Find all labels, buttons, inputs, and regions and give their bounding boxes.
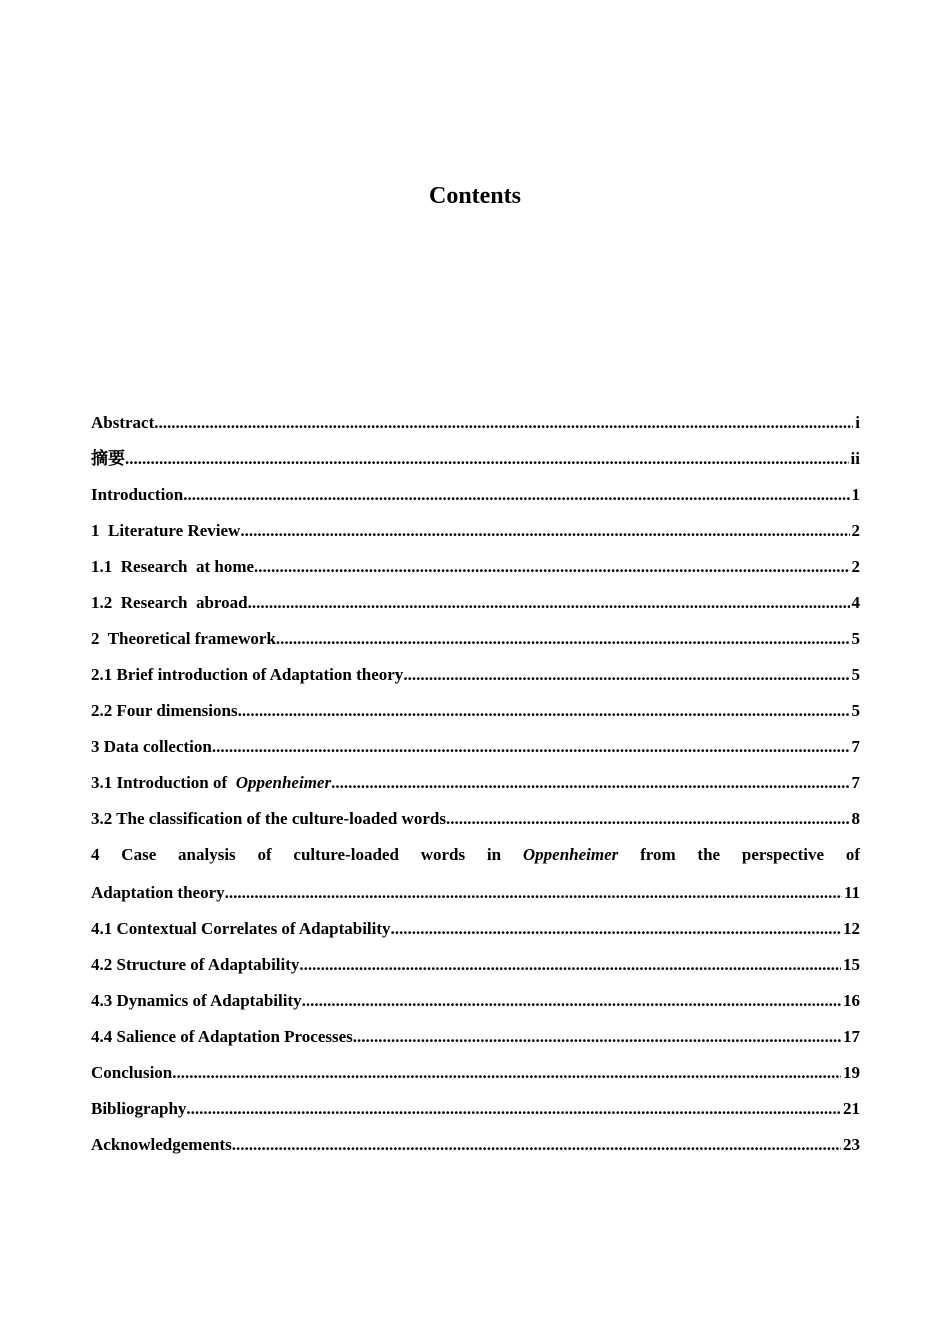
toc-page-number: 2 [851,557,860,576]
toc-entry-text: 4.2 Structure of Adaptability [91,955,300,974]
dot-leader [331,765,849,801]
toc-entry-label [91,441,125,477]
dot-leader [446,801,850,837]
toc-page-number: 5 [851,629,860,648]
dot-leader [183,477,849,513]
toc-entry[interactable] [91,1055,860,1091]
toc-entry[interactable] [91,549,860,585]
toc-page-number: 15 [843,955,860,974]
toc-entry-text: 4.3 Dynamics of Adaptability [91,991,302,1010]
toc-page-number: 11 [843,883,860,902]
toc-entry-text: from the perspective of [618,845,860,864]
dot-leader [248,585,850,621]
toc-entry-label [91,549,254,585]
toc-entry[interactable] [91,875,860,911]
toc-entry-text: 3.2 The classification of the culture-loaded words [91,809,446,828]
toc-entry-text: 1.2 Research abroad [91,593,248,612]
toc-page-number: i [855,413,860,432]
toc-entry-label [91,875,225,911]
toc-entry-text: Bibliography [91,1099,187,1118]
toc-entry-text: 4.1 Contextual Correlates of Adaptability [91,919,391,938]
toc-entry-text: 2.1 Brief introduction of Adaptation theory [91,665,404,684]
toc-entry-label [91,405,154,441]
toc-entry-text: 4 Case analysis of culture-loaded words in [91,845,523,864]
toc-entry-label [91,947,299,983]
dot-leader [154,405,853,441]
toc-entry-label [91,1055,172,1091]
toc-entry[interactable] [91,765,860,801]
dot-leader [212,729,850,765]
toc-entry-label [91,911,391,947]
toc-entry-label [91,693,238,729]
toc-entry-label [91,585,248,621]
toc-entry[interactable] [91,801,860,837]
toc-entry-text: Oppenheimer [235,773,332,792]
toc-entry-label [91,513,240,549]
toc-entry[interactable] [91,983,860,1019]
toc-entry-line[interactable] [91,837,860,875]
toc-entry[interactable] [91,911,860,947]
toc-entry-label [91,621,276,657]
toc-entry[interactable] [91,585,860,621]
toc-page-number: 17 [843,1027,860,1046]
dot-leader [238,693,850,729]
toc-page-number: ii [850,449,860,468]
dot-leader [276,621,850,657]
toc-page-number: 16 [843,991,860,1010]
toc-entry-text: 1.1 Research at home [91,557,255,576]
toc-entry-label [91,1019,353,1055]
dot-leader [353,1019,841,1055]
toc-entry-label [91,657,403,693]
dot-leader [186,1091,841,1127]
toc-entry[interactable] [91,1091,860,1127]
toc-entry-label [91,983,302,1019]
toc-page-number: 7 [851,737,860,756]
toc-entry-text: 3 Data collection [91,737,212,756]
toc-entry-label [91,1091,186,1127]
toc-entry[interactable] [91,1019,860,1055]
dot-leader [254,549,849,585]
dot-leader [125,441,849,477]
toc-page-number: 12 [843,919,860,938]
toc-entry-text: 摘要 [91,449,125,468]
dot-leader [240,513,849,549]
toc-entry[interactable] [91,513,860,549]
table-of-contents [91,405,860,1163]
toc-entry-text: Oppenheimer [522,845,619,864]
toc-entry[interactable] [91,657,860,693]
dot-leader [172,1055,841,1091]
toc-entry[interactable] [91,729,860,765]
toc-entry-text: Acknowledgements [91,1135,232,1154]
toc-page-number: 2 [851,521,860,540]
toc-entry-label [91,477,183,513]
toc-entry-text: Introduction [91,485,184,504]
toc-entry-label [91,801,446,837]
dot-leader [225,875,842,911]
dot-leader [403,657,849,693]
toc-page-number: 1 [851,485,860,504]
toc-page-number: 23 [843,1135,860,1154]
toc-entry-label [91,765,331,801]
toc-entry-text: Adaptation theory [91,883,225,902]
toc-page-number: 7 [851,773,860,792]
toc-entry-label [91,729,212,765]
dot-leader [232,1127,841,1163]
toc-entry-text: 1 Literature Review [91,521,241,540]
toc-page-number: 21 [843,1099,860,1118]
toc-page-number: 8 [851,809,860,828]
toc-page-number: 4 [851,593,860,612]
page-title: Contents [428,183,521,209]
dot-leader [299,947,841,983]
toc-entry[interactable] [91,477,860,513]
toc-page-number: 5 [851,665,860,684]
toc-page-number: 19 [843,1063,860,1082]
toc-page-number: 5 [851,701,860,720]
dot-leader [302,983,841,1019]
toc-entry-label [91,1127,232,1163]
dot-leader [391,911,841,947]
toc-entry[interactable] [91,1127,860,1163]
toc-entry-text: 4.4 Salience of Adaptation Processes [91,1027,353,1046]
toc-entry-text: 3.1 Introduction of [91,773,236,792]
toc-entry[interactable] [91,947,860,983]
toc-entry[interactable] [91,441,860,477]
toc-entry[interactable] [91,621,860,657]
toc-entry[interactable] [91,405,860,441]
toc-entry-text: 2.2 Four dimensions [91,701,238,720]
toc-entry[interactable] [91,693,860,729]
toc-entry-text: Abstract [91,413,155,432]
toc-entry-text: 2 Theoretical framework [91,629,276,648]
toc-entry-text: Conclusion [91,1063,173,1082]
